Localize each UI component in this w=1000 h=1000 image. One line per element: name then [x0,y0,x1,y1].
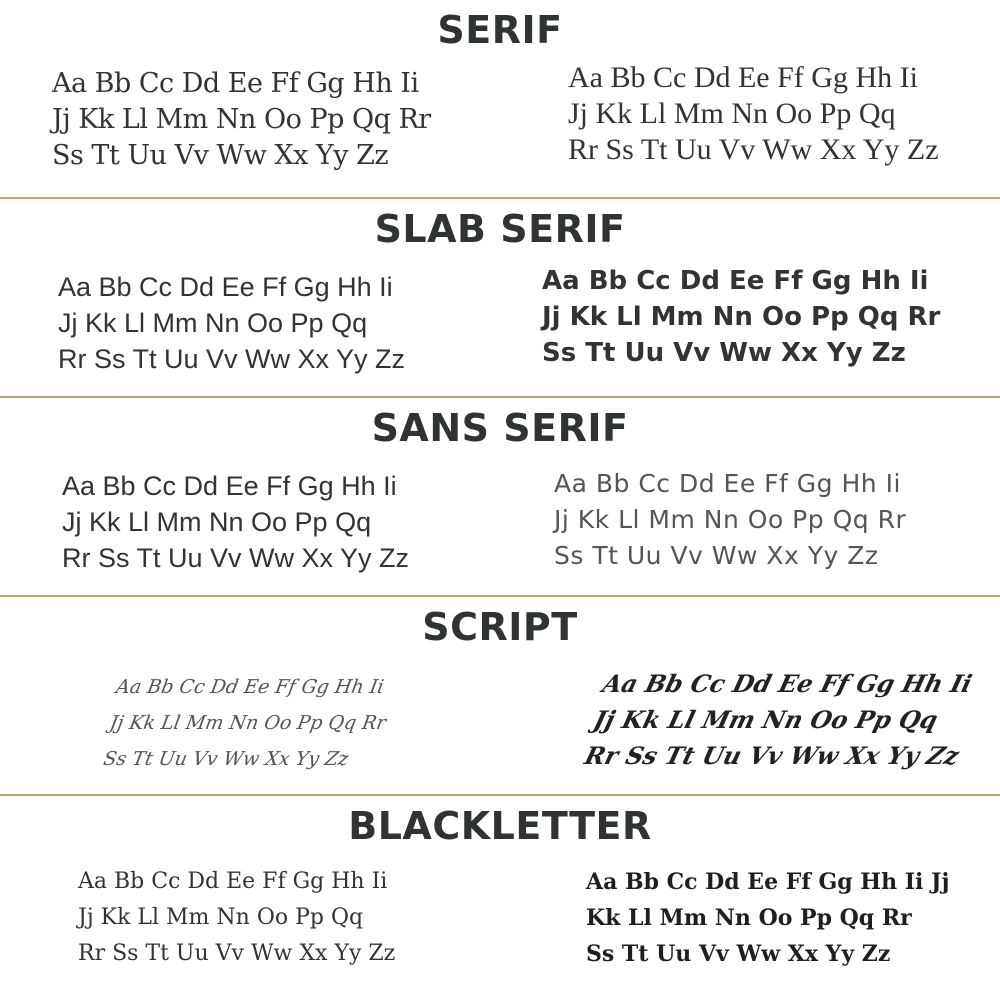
section-sans-serif [0,398,1000,597]
serif-sample-left [52,66,431,174]
sample-line: Jj Kk Ll Mm Nn Oo Pp Qq Rr [108,712,388,734]
sample-line: Jj Kk Ll Mm Nn Oo Pp Qq [78,905,364,930]
sample-line: Jj Kk Ll Mm Nn Oo Pp Qq [62,507,372,537]
sample-line: Aa Bb Cc Dd Ee Ff Gg Hh Ii [114,676,386,698]
sans-sample-right [554,466,906,574]
sample-line: Jj Kk Ll Mm Nn Oo Pp Qq [568,97,896,130]
section-title: SLAB SERIF [374,207,626,251]
sample-line: Rr Ss Tt Uu Vv Ww Xx Yy Zz [62,543,410,573]
section-blackletter [0,796,1000,1000]
slab-sample-right [542,263,940,371]
blackletter-sample-right [586,864,949,972]
sample-line: Jj Kk Ll Mm Nn Oo Pp Qq Rr [542,302,941,332]
sample-line: Kk Ll Mm Nn Oo Pp Qq Rr [586,905,912,931]
section-title: SERIF [437,8,563,52]
sans-sample-left [62,468,409,576]
sample-line: Aa Bb Cc Dd Ee Ff Gg Hh Ii [599,669,976,698]
sample-line: Rr Ss Tt Uu Vv Ww Xx Yy Zz [58,344,406,374]
sample-line: Aa Bb Cc Dd Ee Ff Gg Hh Ii [52,68,419,99]
sample-line: Aa Bb Cc Dd Ee Ff Gg Hh Ii Jj [586,869,950,895]
sample-line: Rr Ss Tt Uu Vv Ww Xx Yy Zz [78,941,396,966]
sample-line: Ss Tt Uu Vv Ww Xx Yy Zz [586,941,891,967]
section-title: SCRIPT [422,605,578,649]
script-sample-left [100,669,395,777]
sample-line: Jj Kk Ll Mm Nn Oo Pp Qq Rr [554,505,907,534]
slab-sample-left [58,269,405,377]
blackletter-sample-left [78,864,395,972]
section-script [0,597,1000,796]
sample-line: Ss Tt Uu Vv Ww Xx Yy Zz [52,140,389,171]
sample-line: Jj Kk Ll Mm Nn Oo Pp Qq [58,308,368,338]
sample-line: Aa Bb Cc Dd Ee Ff Gg Hh Ii [568,61,918,94]
sample-line: Jj Kk Ll Mm Nn Oo Pp Qq Rr [52,104,431,135]
sample-line: Jj Kk Ll Mm Nn Oo Pp Qq [590,705,941,734]
sample-line: Aa Bb Cc Dd Ee Ff Gg Hh Ii [62,471,397,501]
section-slab-serif [0,199,1000,398]
sample-line: Aa Bb Cc Dd Ee Ff Gg Hh Ii [542,266,929,296]
sample-line: Ss Tt Uu Vv Ww Xx Yy Zz [554,541,879,570]
sample-line: Aa Bb Cc Dd Ee Ff Gg Hh Ii [58,272,393,302]
sample-line: Ss Tt Uu Vv Ww Xx Yy Zz [542,338,906,368]
sample-line: Rr Ss Tt Uu Vv Ww Xx Yy Zz [581,741,962,770]
sample-line: Ss Tt Uu Vv Ww Xx Yy Zz [101,748,351,770]
serif-sample-right [568,60,939,168]
sample-line: Aa Bb Cc Dd Ee Ff Gg Hh Ii [78,869,388,894]
sample-line: Aa Bb Cc Dd Ee Ff Gg Hh Ii [554,469,901,498]
section-title: SANS SERIF [371,406,629,450]
section-title: BLACKLETTER [348,804,652,848]
script-sample-right [581,667,981,775]
section-serif [0,0,1000,199]
sample-line: Rr Ss Tt Uu Vv Ww Xx Yy Zz [568,133,939,166]
